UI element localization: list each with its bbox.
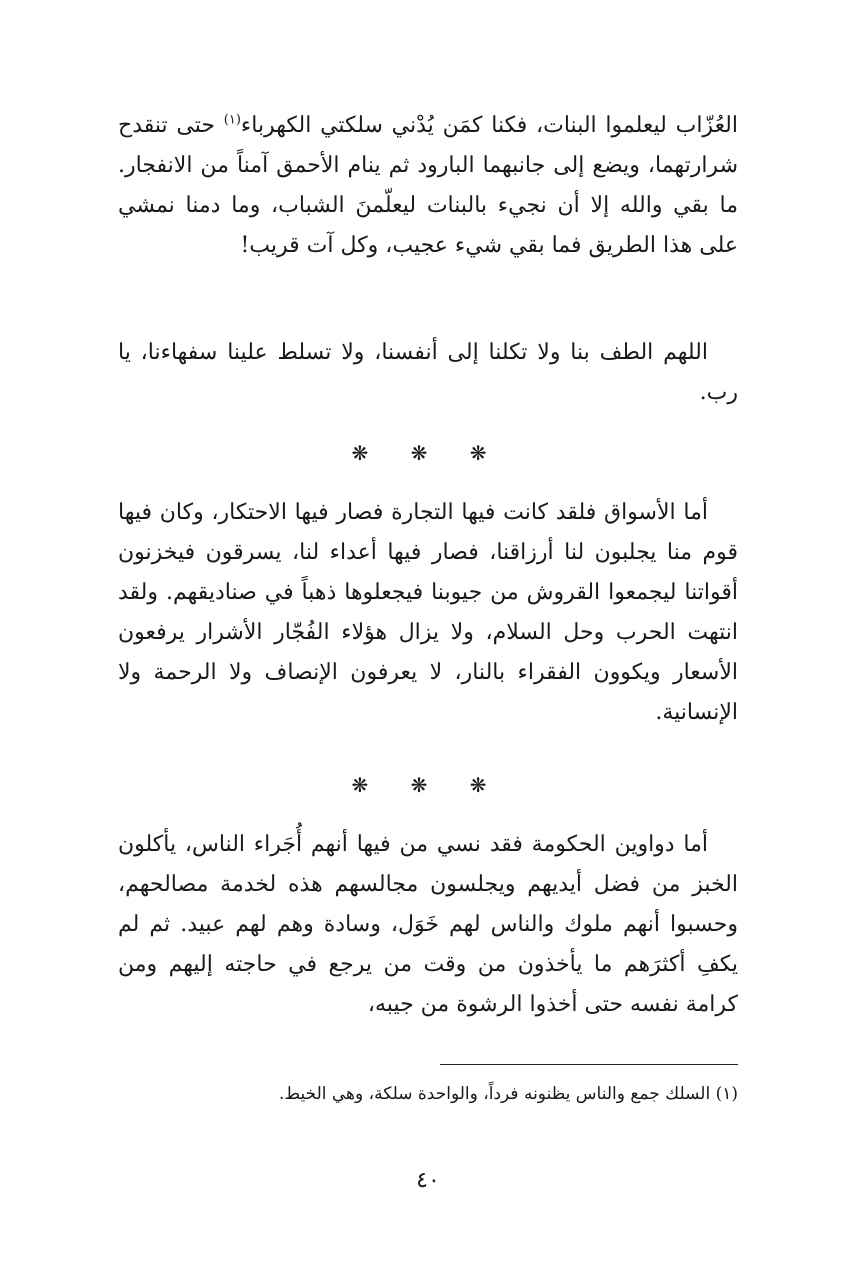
footnote: (١) السلك جمع والناس يظنونه فرداً، والواحدة سلكة، وهي الخيط.: [278, 1084, 738, 1104]
page-number: ٤٠: [416, 1168, 440, 1193]
footnote-divider: [440, 1064, 738, 1065]
paragraph-4: أما دواوين الحكومة فقد نسي من فيها أنهم أُجَراء الناس، يأكلون الخبز من فضل أيديهم ويجلسون مجالسهم هذه لخدمة مصالحهم، وحسبوا أنهم ملوك والناس لهم خَوَل، وسادة وهم لهم عبيد. ثم لم يكفِ أكثرَهم ما يأخذون من وقت من يرجع في حاجته إليهم ومن كرامة نفسه حتى أخذوا الرشوة من جيبه،: [118, 832, 738, 1017]
section-separator: ❋ ❋ ❋: [351, 441, 505, 465]
footnote-reference: (١): [223, 112, 241, 128]
paragraph-1-text-after-note: حتى تنقدح شرارتهما، ويضع إلى جانبهما البارود ثم ينام الأحمق آمناً من الانفجار. ما بقي والله إلا أن نجيء بالبنات ليعلّمنَ الشباب، وما دمنا نمشي على هذا الطريق فما بقي شيء عجيب، وكل آت قريب!: [118, 113, 738, 258]
section-separator: ❋ ❋ ❋: [351, 773, 505, 797]
paragraph-2: اللهم الطف بنا ولا تكلنا إلى أنفسنا، ولا تسلط علينا سفهاءنا، يا رب.: [118, 340, 738, 405]
paragraph-1-text-before-note: العُزّاب ليعلموا البنات، فكنا كمَن يُدْني سلكتي الكهرباء: [240, 113, 738, 138]
paragraph-1: [118, 106, 738, 266]
paragraph-3: أما الأسواق فلقد كانت فيها التجارة فصار فيها الاحتكار، وكان فيها قوم منا يجلبون لنا أرزاقنا، فصار فيها أعداء لنا، يسرقون فيخزنون أقواتنا ليجمعوا القروش من جيوبنا فيجعلوها ذهباً في صناديقهم. ولقد انتهت الحرب وحل السلام، ولا يزال هؤلاء الفُجّار الأشرار يرفعون الأسعار ويكوون الفقراء بالنار، لا يعرفون الإنصاف ولا الرحمة ولا الإنسانية.: [118, 500, 738, 725]
